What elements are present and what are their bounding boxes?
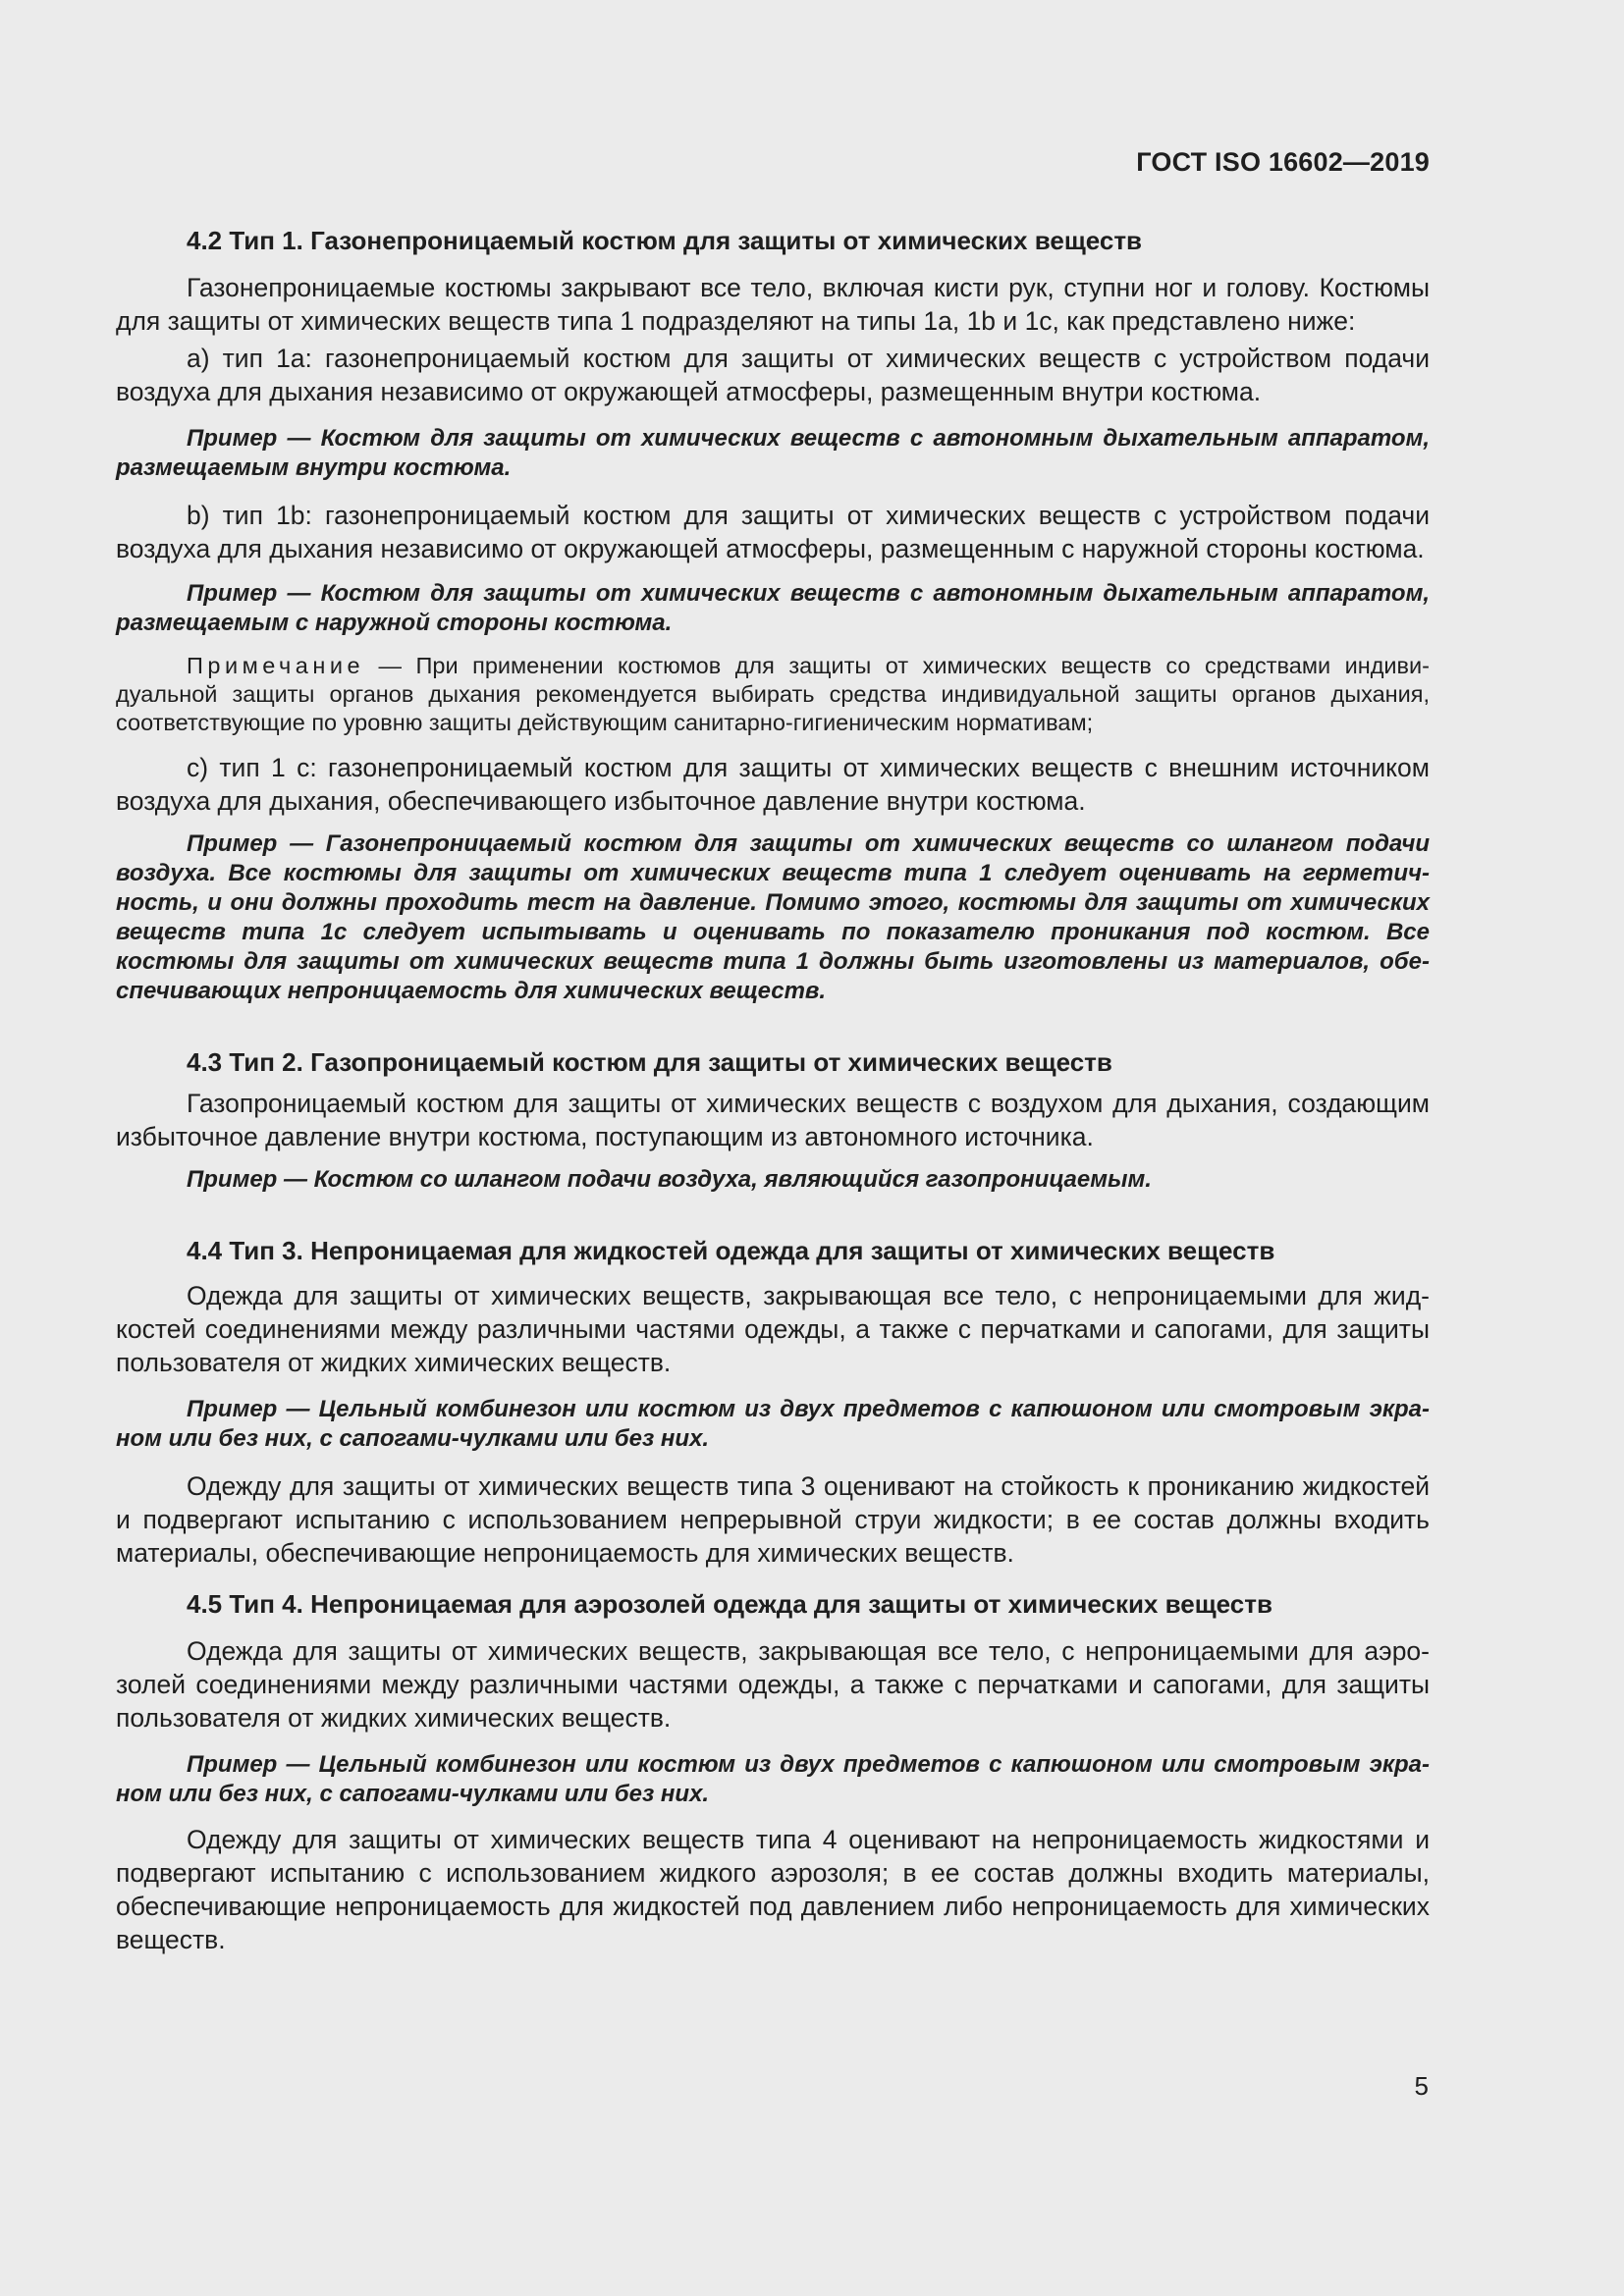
- paragraph: Одежда для защиты от химических веществ, закрывающая все тело, с непроницаемыми для аэрозолей соединениями между различными частями одежды, а также с перчатками и сапогами, для защиты пользователя от жидких химических веществ.: [116, 1636, 1430, 1733]
- example-text: Пример — Газонепроницаемый костюм для защиты от химических веществ со шлангом подачи воздуха. Все костюмы для защиты от химических веществ типа 1 следует оценивать на герметичность, и они должны проходить тест на давление. Помимо этого, костюмы для защиты от химических веществ типа 1c следует испытывать и оценивать по показателю проникания под костюм. Все костюмы для защиты от химических веществ типа 1 должны быть изготовлены из материалов, обеспечивающих непроницаемость для химических веществ.: [116, 830, 1430, 1004]
- example-text: Пример — Костюм для защиты от химических веществ с автономным дыхательным аппаратом, размещаемым внутри костюма.: [116, 425, 1430, 481]
- list-item-c: с) тип 1 с: газонепроницаемый костюм для защиты от химических веществ с внешним источником воздуха для дыхания, обеспечивающего избыточное давление внутри костюма.: [116, 753, 1430, 816]
- list-item-a: а) тип 1а: газонепроницаемый костюм для защиты от химических веществ с устройством подачи воздуха для дыхания независимо от окружающей атмосферы, размещенным внутри костюма.: [116, 344, 1430, 406]
- paragraph: Газопроницаемый костюм для защиты от химических веществ с воздухом для дыхания, создающим избыточное давление внутри костюма, поступающим из автономного источника.: [116, 1089, 1430, 1151]
- note-paragraph: [116, 652, 1430, 737]
- section-heading-4-2: 4.2 Тип 1. Газонепроницаемый костюм для защиты от химических веществ: [187, 226, 1143, 255]
- note-label: Примечание: [187, 653, 365, 678]
- example-text: Пример — Костюм для защиты от химических веществ с автономным дыхательным аппаратом, размещаемым с наружной стороны костюма.: [116, 580, 1430, 636]
- example-text: Пример — Цельный комбинезон или костюм из двух предметов с капюшоном или смотровым экраном или без них, с сапогами-чулками или без них.: [116, 1396, 1430, 1452]
- page-content: [116, 224, 1430, 1956]
- paragraph: Одежда для защиты от химических веществ, закрывающая все тело, с непроницаемыми для жидкостей соединениями между различными частями одежды, а также с перчатками и сапогами, для защиты пользователя от жидких химических веществ.: [116, 1281, 1430, 1377]
- paragraph: Газонепроницаемые костюмы закрывают все тело, включая кисти рук, ступни ног и голову. Костюмы для защиты от химических веществ типа 1 подразделяют на типы 1a, 1b и 1c, как представлено ниже:: [116, 273, 1430, 336]
- example-text: Пример — Цельный комбинезон или костюм из двух предметов с капюшоном или смотровым экраном или без них, с сапогами-чулками или без них.: [116, 1751, 1430, 1807]
- page-number: 5: [1414, 2071, 1429, 2101]
- example-text: Пример — Костюм со шлангом подачи воздуха, являющийся газопроницаемым.: [187, 1166, 1152, 1193]
- paragraph: Одежду для защиты от химических веществ типа 3 оценивают на стойкость к прониканию жидкостей и подвергают испытанию с использованием непрерывной струи жидкости; в ее состав должны входить материалы, обеспечивающие непроницаемость для химических веществ.: [116, 1471, 1430, 1568]
- section-heading-4-3: 4.3 Тип 2. Газопроницаемый костюм для защиты от химических веществ: [187, 1047, 1112, 1077]
- list-item-b: b) тип 1b: газонепроницаемый костюм для защиты от химических веществ с устройством подачи воздуха для дыхания независимо от окружающей атмосферы, размещенным с наружной стороны костюма.: [116, 501, 1430, 563]
- section-heading-4-4: 4.4 Тип 3. Непроницаемая для жидкостей одежда для защиты от химических веществ: [187, 1236, 1275, 1265]
- section-heading-4-5: 4.5 Тип 4. Непроницаемая для аэрозолей одежда для защиты от химических веществ: [187, 1589, 1272, 1619]
- standard-code-header: ГОСТ ISO 16602—2019: [1136, 147, 1430, 177]
- paragraph: Одежду для защиты от химических веществ типа 4 оценивают на непроницаемость жидкостями и подвергают испытанию с использованием жидкого аэрозоля; в ее состав должны входить материалы, обеспечивающие непроницаемость для жидкостей под давлением либо непроницаемость для химических веществ.: [116, 1825, 1430, 1954]
- note-text: — При применении костюмов для защиты от химических веществ со средствами индивидуальной защиты органов дыхания рекомендуется выбирать средства индивидуальной защиты органов дыхания, соответствующие по уровню защиты действующим санитарно-гигиеническим нормативам;: [116, 653, 1430, 735]
